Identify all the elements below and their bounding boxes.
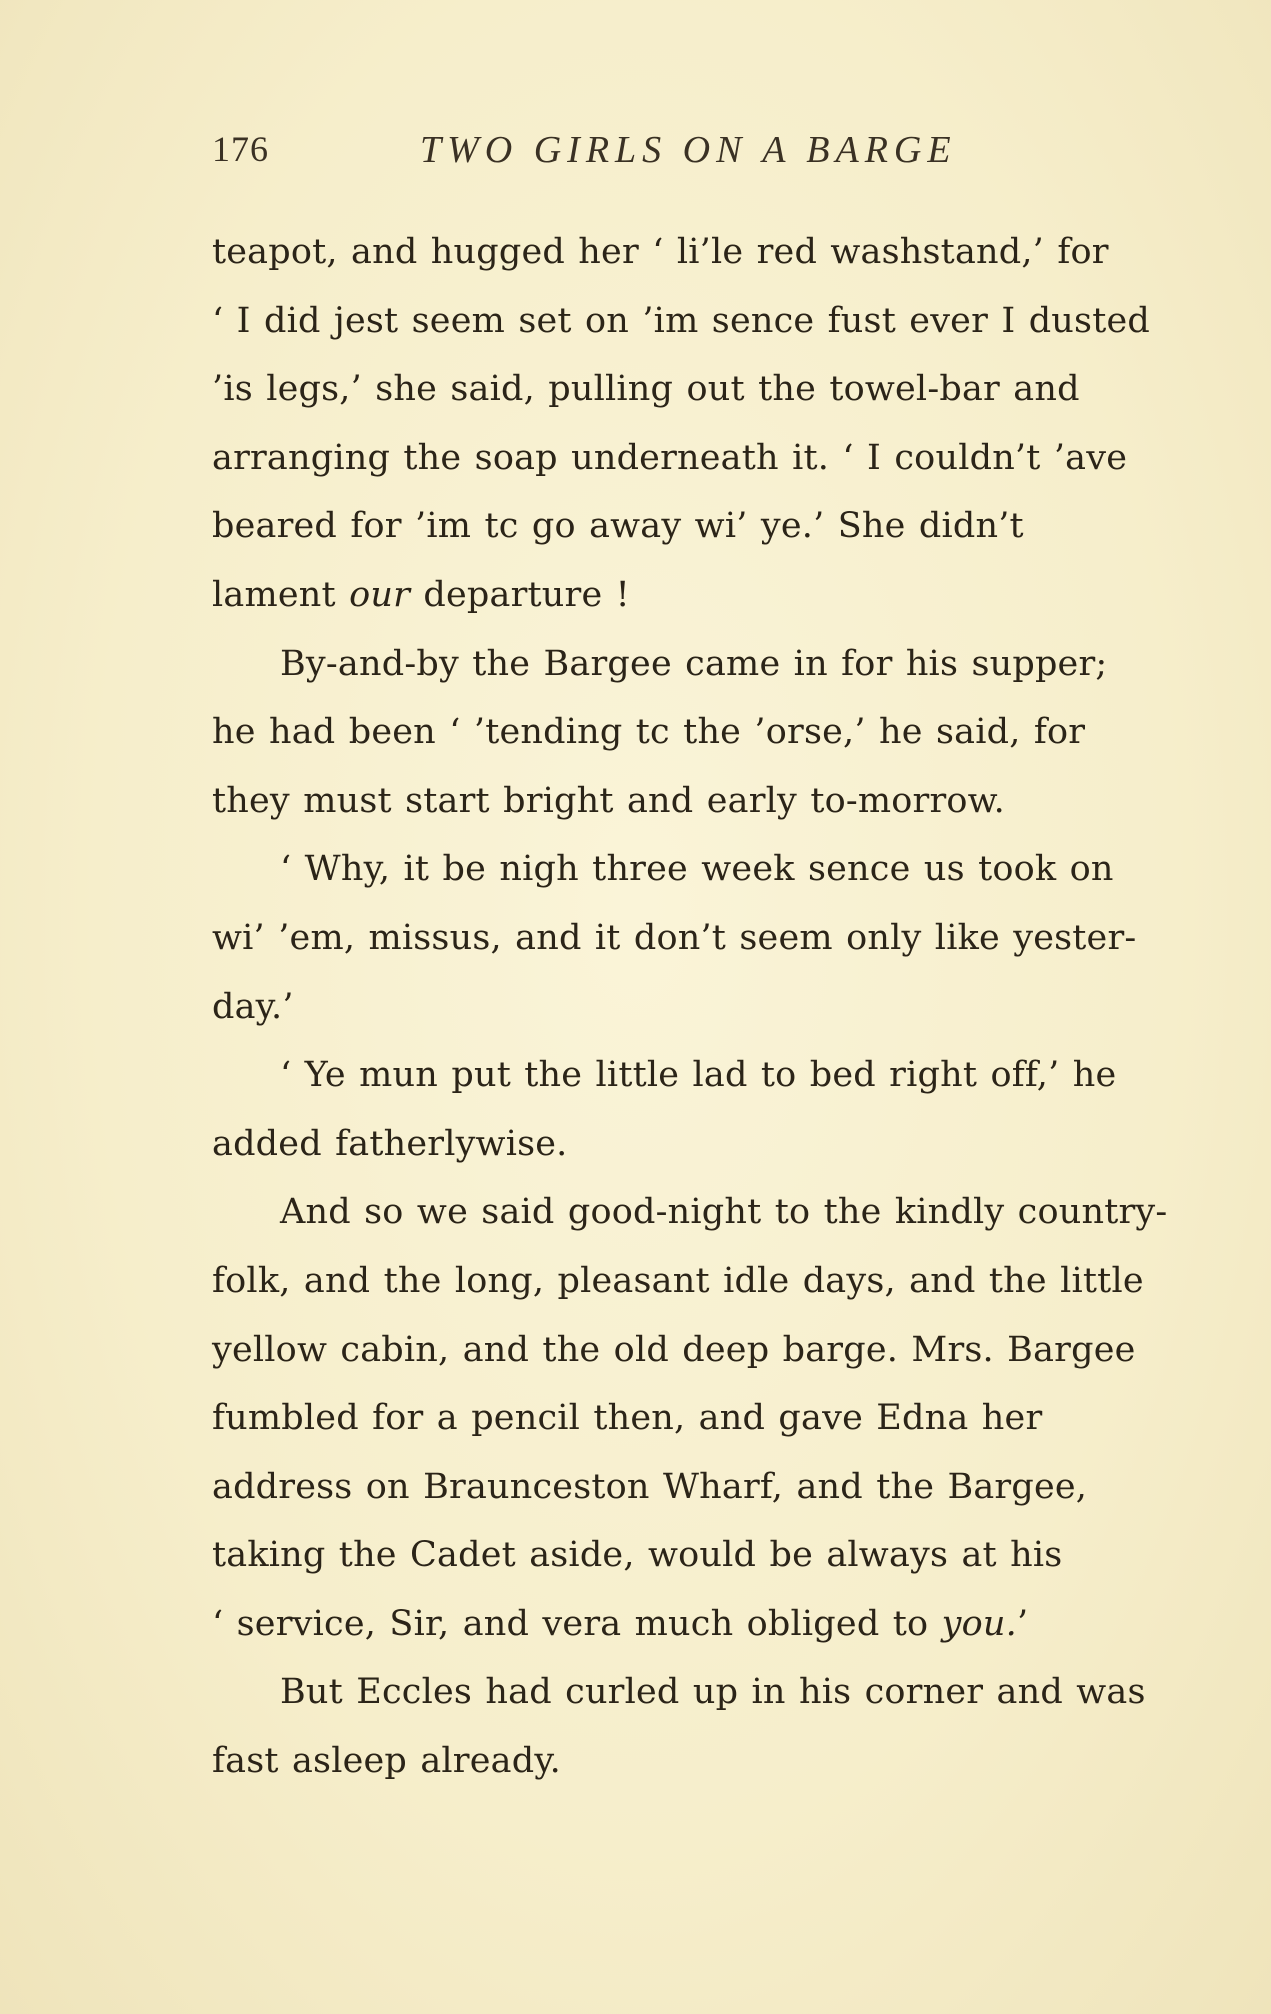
text-line: ‘ I did jest seem set on ’im sence fust ever I dusted bbox=[212, 300, 1150, 341]
text-line: day.’ bbox=[212, 986, 294, 1027]
body-text bbox=[212, 218, 1172, 1796]
text-line: fast asleep already. bbox=[212, 1741, 561, 1782]
running-title: TWO GIRLS ON A BARGE bbox=[420, 129, 957, 171]
text-line: ‘ Ye mun put the little lad to bed right off,’ he bbox=[280, 1055, 1117, 1096]
text-line: beared for ’im tc go away wi’ ye.’ She didn’t bbox=[212, 506, 1024, 547]
text-line: address on Braunceston Wharf, and the Bargee, bbox=[212, 1466, 1088, 1507]
text-line: they must start bright and early to-morrow. bbox=[212, 780, 1006, 821]
text-line: ’is legs,’ she said, pulling out the towel-bar and bbox=[212, 369, 1080, 410]
text-line: added fatherlywise. bbox=[212, 1123, 568, 1164]
text-line: he had been ‘ ’tending tc the ’orse,’ he said, for bbox=[212, 712, 1086, 753]
page-header bbox=[212, 128, 972, 188]
text-line: wi’ ’em, missus, and it don’t seem only like yester- bbox=[212, 917, 1137, 958]
page-number: 176 bbox=[212, 129, 269, 169]
text-line: folk, and the long, pleasant idle days, and the little bbox=[212, 1260, 1144, 1301]
text-line: fumbled for a pencil then, and gave Edna her bbox=[212, 1398, 1043, 1439]
text-line: arranging the soap underneath it. ‘ I couldn’t ’ave bbox=[212, 437, 1128, 478]
italic-emphasis: you. bbox=[941, 1603, 1017, 1644]
text-line: teapot, and hugged her ‘ li’le red washstand,’ for bbox=[212, 232, 1109, 272]
italic-emphasis: our bbox=[349, 574, 411, 615]
text-line: lament our departure ! bbox=[212, 574, 630, 615]
text-line: ‘ service, Sir, and vera much obliged to you.’ bbox=[212, 1603, 1029, 1644]
text-line: yellow cabin, and the old deep barge. Mrs. Bargee bbox=[212, 1329, 1136, 1370]
text-line: ‘ Why, it be nigh three week sence us took on bbox=[280, 849, 1114, 890]
text-line: By-and-by the Bargee came in for his supper; bbox=[280, 643, 1108, 684]
text-line: And so we said good-night to the kindly country- bbox=[280, 1192, 1168, 1233]
text-line: taking the Cadet aside, would be always at his bbox=[212, 1535, 1063, 1576]
text-line: But Eccles had curled up in his corner and was bbox=[280, 1672, 1146, 1713]
